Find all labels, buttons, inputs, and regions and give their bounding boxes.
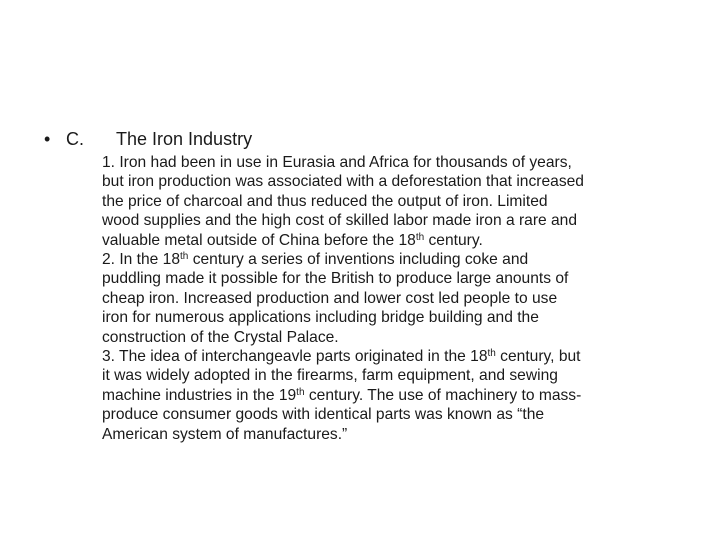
paragraph-1 (102, 153, 714, 250)
text-line (102, 308, 714, 327)
text-line (102, 192, 714, 211)
text-run: cheap iron. Increased production and lower cost led people to use (102, 289, 558, 307)
text-line (102, 386, 714, 405)
text-line (102, 425, 714, 444)
body-text (102, 153, 714, 444)
section-title: The Iron Industry (116, 129, 253, 149)
text-line (102, 289, 714, 308)
text-run: wood supplies and the high cost of skilled labor made iron a rare and (102, 212, 578, 230)
text-run: century. (424, 231, 483, 249)
text-run: produce consumer goods with identical parts was known as “the (102, 406, 545, 424)
text-line (102, 405, 714, 424)
text-run: it was widely adopted in the firearms, farm equipment, and sewing (102, 367, 558, 385)
text-line (102, 211, 714, 230)
text-run: 2. In the 18 (102, 251, 181, 269)
text-run: 1. Iron had been in use in Eurasia and Africa for thousands of years, (102, 154, 572, 171)
text-line (102, 172, 714, 191)
paragraph-3 (102, 347, 714, 444)
superscript: th (415, 231, 425, 243)
text-line (102, 347, 714, 366)
text-line (102, 250, 714, 269)
text-line (102, 366, 714, 385)
text-line (102, 328, 714, 347)
text-run: puddling made it possible for the British to produce large anounts of (102, 270, 569, 288)
text-line (102, 269, 714, 288)
text-line (102, 153, 714, 172)
text-run: century. The use of machinery to mass- (304, 386, 582, 404)
superscript: th (296, 386, 305, 398)
text-run: century, but (495, 348, 581, 366)
text-run: American system of manufactures.” (102, 425, 348, 443)
text-run: century a series of inventions including coke and (188, 251, 529, 269)
text-line (102, 231, 714, 250)
superscript: th (180, 251, 189, 263)
text-run: iron for numerous applications including bridge building and the (102, 309, 539, 327)
text-run: construction of the Crystal Palace. (102, 328, 339, 346)
text-run: valuable metal outside of China before the 18 (102, 231, 416, 249)
text-run: the price of charcoal and thus reduced the output of iron. Limited (102, 192, 548, 210)
text-run: machine industries in the 19 (102, 386, 297, 404)
bullet-icon: • (44, 129, 51, 149)
outline-letter: C. (66, 129, 84, 149)
paragraph-2 (102, 250, 714, 347)
superscript: th (487, 348, 496, 360)
text-run: 3. The idea of interchangeavle parts originated in the 18 (102, 348, 488, 366)
text-run: but iron production was associated with a deforestation that increased (102, 173, 584, 191)
